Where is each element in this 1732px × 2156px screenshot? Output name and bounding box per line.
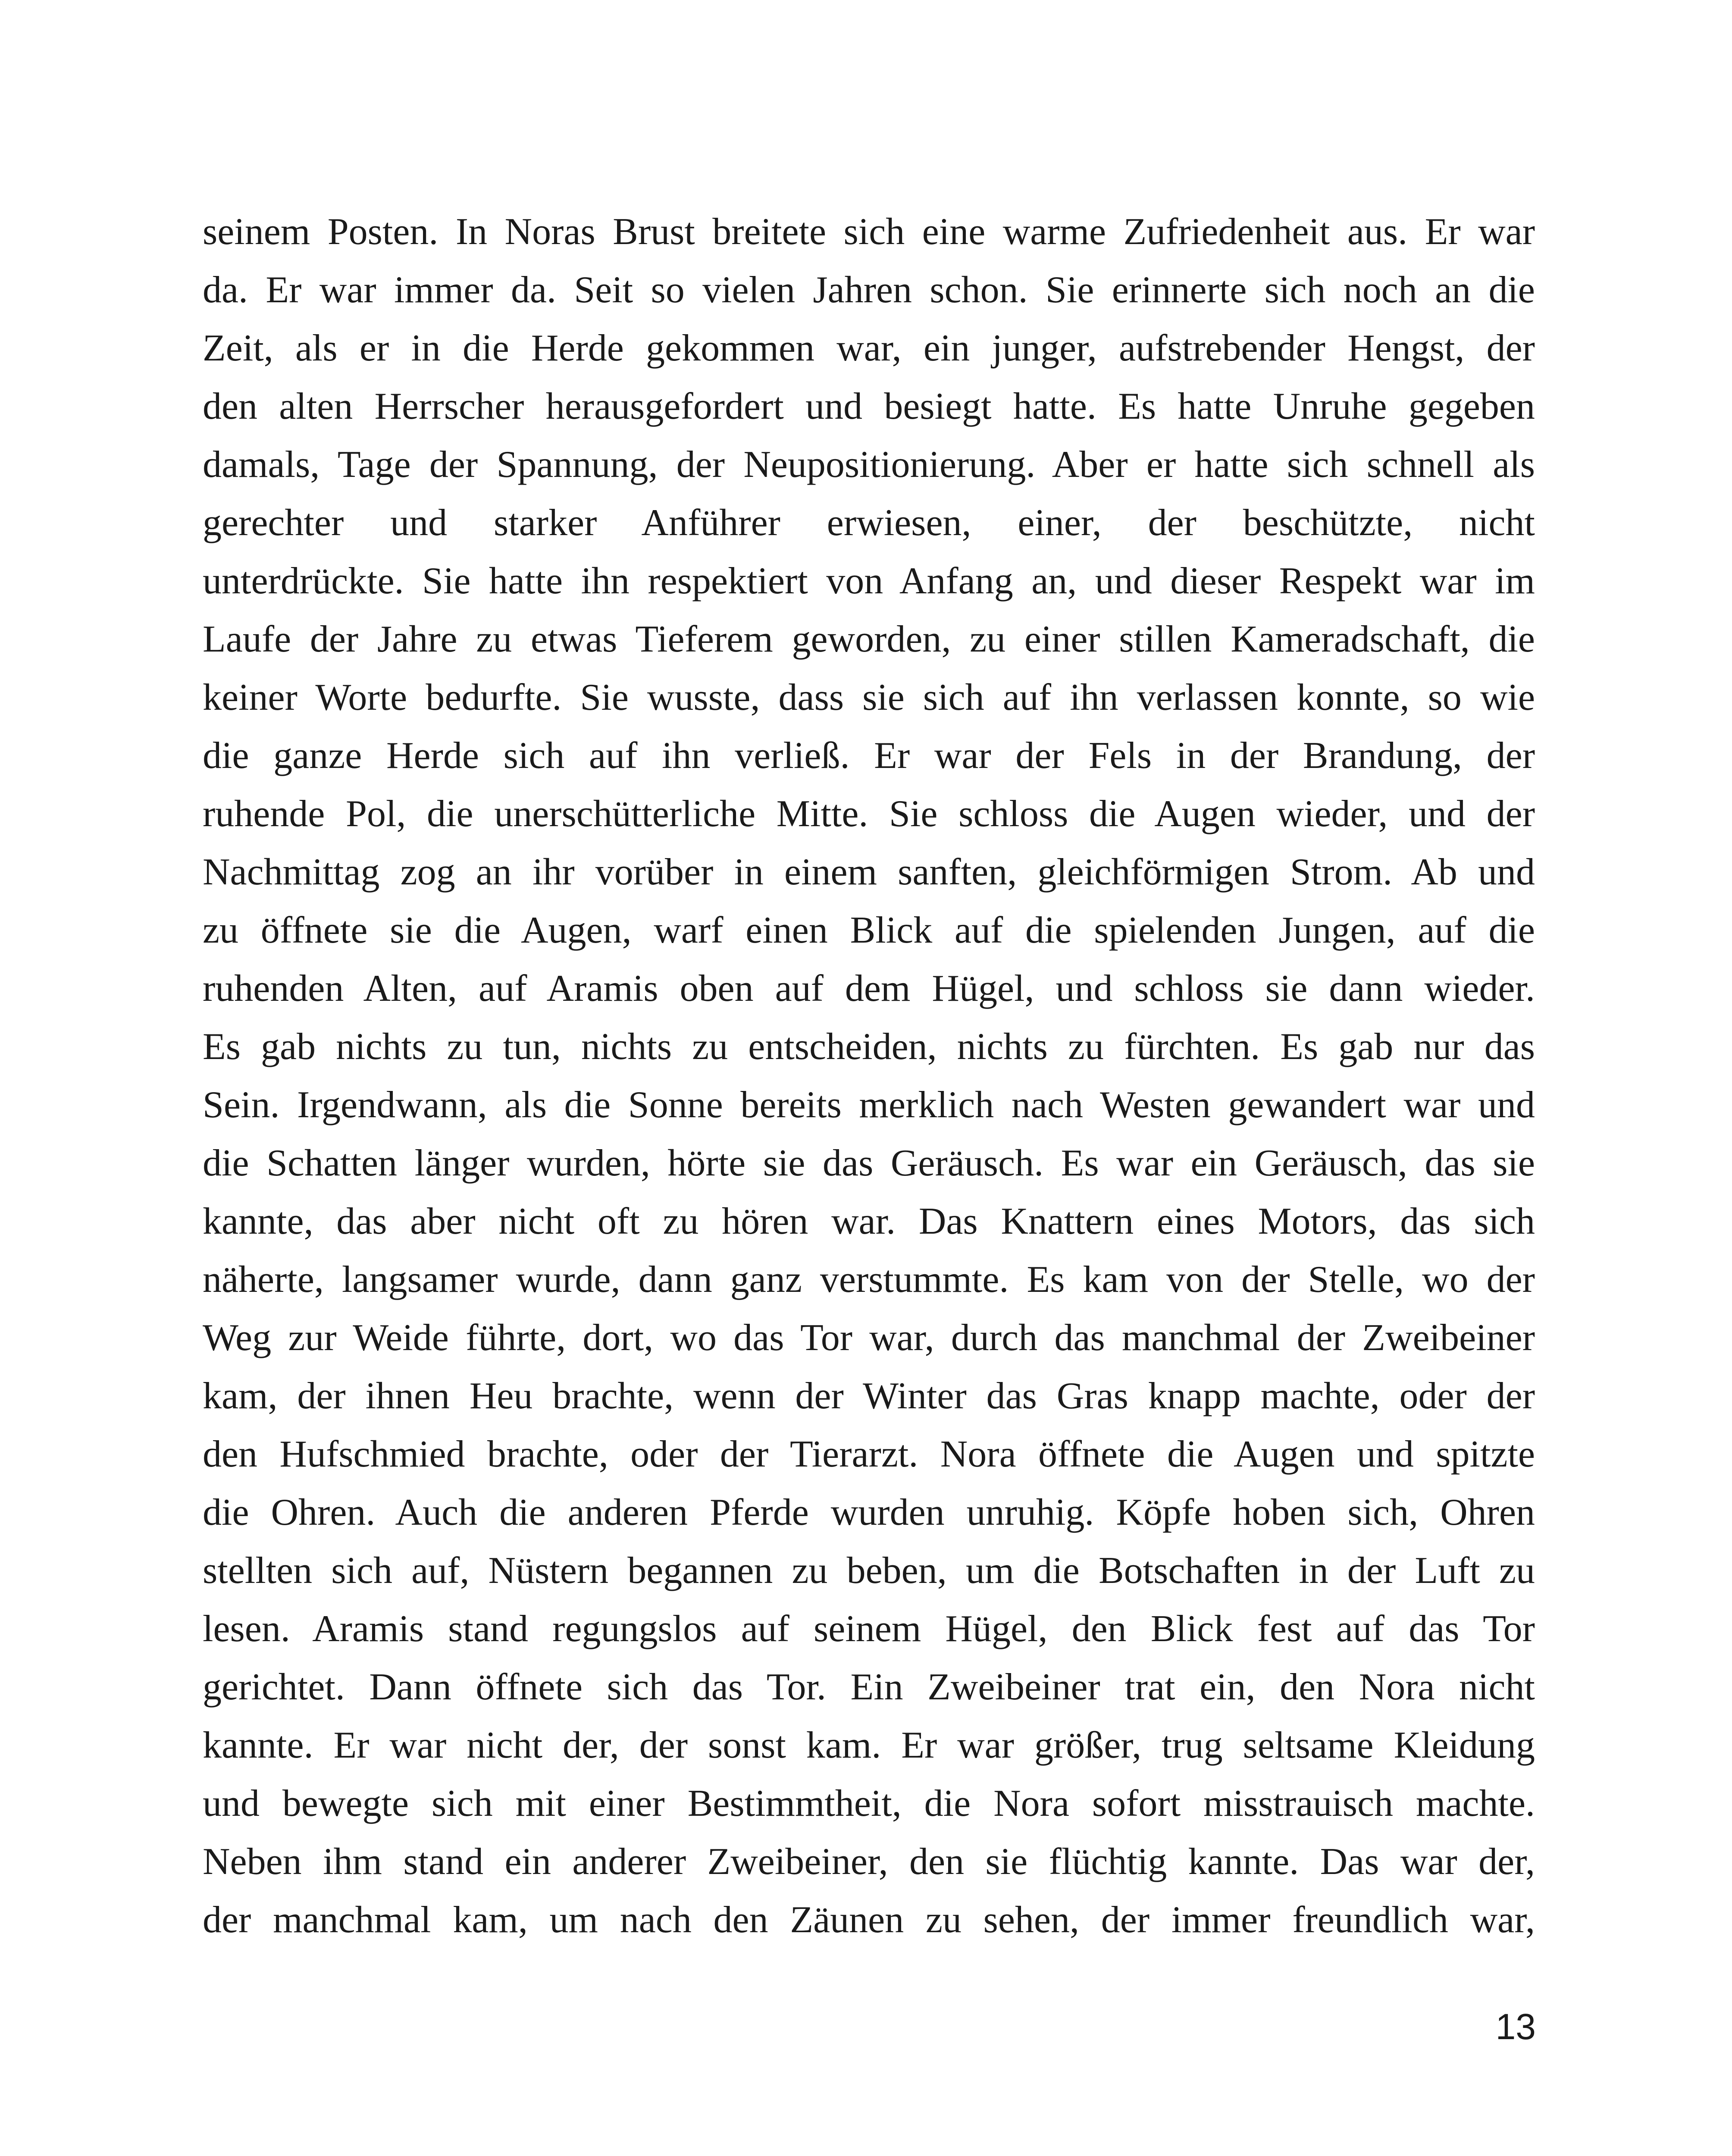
text-line: kannte. Er war nicht der, der sonst kam. Er war größer, trug seltsame Kleidung xyxy=(203,1724,1535,1766)
text-line: ruhende Pol, die unerschütterliche Mitte. Sie schloss die Augen wieder, und der xyxy=(203,793,1535,835)
text-line: den alten Herrscher herausgefordert und besiegt hatte. Es hatte Unruhe gegeben xyxy=(203,385,1535,427)
text-line: den Hufschmied brachte, oder der Tierarzt. Nora öffnete die Augen und spitzte xyxy=(203,1433,1535,1475)
text-line: Nachmittag zog an ihr vorüber in einem sanften, gleichförmigen Strom. Ab und xyxy=(203,851,1535,893)
text-line: damals, Tage der Spannung, der Neupositionierung. Aber er hatte sich schnell als xyxy=(203,444,1535,486)
text-line: kannte, das aber nicht oft zu hören war. Das Knattern eines Motors, das sich xyxy=(203,1200,1535,1242)
text-line: unterdrückte. Sie hatte ihn respektiert von Anfang an, und dieser Respekt war im xyxy=(203,560,1535,602)
text-line: gerichtet. Dann öffnete sich das Tor. Ein Zweibeiner trat ein, den Nora nicht xyxy=(203,1666,1535,1708)
text-line: zu öffnete sie die Augen, warf einen Blick auf die spielenden Jungen, auf die xyxy=(203,909,1535,951)
text-line: die Ohren. Auch die anderen Pferde wurden unruhig. Köpfe hoben sich, Ohren xyxy=(203,1492,1535,1533)
page-number: 13 xyxy=(1495,2006,1536,2047)
text-line: Es gab nichts zu tun, nichts zu entscheiden, nichts zu fürchten. Es gab nur das xyxy=(203,1026,1535,1068)
body-text xyxy=(203,203,1535,1949)
text-line: kam, der ihnen Heu brachte, wenn der Winter das Gras knapp machte, oder der xyxy=(203,1375,1535,1417)
text-line: Sein. Irgendwann, als die Sonne bereits merklich nach Westen gewandert war und xyxy=(203,1084,1535,1126)
text-line: Laufe der Jahre zu etwas Tieferem geworden, zu einer stillen Kameradschaft, die xyxy=(203,618,1535,660)
text-line: lesen. Aramis stand regungslos auf seinem Hügel, den Blick fest auf das Tor xyxy=(203,1608,1535,1650)
text-line: stellten sich auf, Nüstern begannen zu beben, um die Botschaften in der Luft zu xyxy=(203,1550,1535,1592)
text-line: keiner Worte bedurfte. Sie wusste, dass sie sich auf ihn verlassen konnte, so wie xyxy=(203,677,1535,718)
text-line: der manchmal kam, um nach den Zäunen zu sehen, der immer freundlich war, xyxy=(203,1899,1535,1941)
text-line: die ganze Herde sich auf ihn verließ. Er war der Fels in der Brandung, der xyxy=(203,735,1535,777)
text-line: Neben ihm stand ein anderer Zweibeiner, den sie flüchtig kannte. Das war der, xyxy=(203,1841,1535,1883)
text-line: näherte, langsamer wurde, dann ganz verstummte. Es kam von der Stelle, wo der xyxy=(203,1259,1535,1300)
text-line: gerechter und starker Anführer erwiesen, einer, der beschützte, nicht xyxy=(203,502,1535,544)
text-line: da. Er war immer da. Seit so vielen Jahren schon. Sie erinnerte sich noch an die xyxy=(203,269,1535,311)
text-line: die Schatten länger wurden, hörte sie das Geräusch. Es war ein Geräusch, das sie xyxy=(203,1142,1535,1184)
text-line: Weg zur Weide führte, dort, wo das Tor war, durch das manchmal der Zweibeiner xyxy=(203,1317,1535,1359)
text-line: und bewegte sich mit einer Bestimmtheit, die Nora sofort misstrauisch machte. xyxy=(203,1783,1535,1824)
text-line: seinem Posten. In Noras Brust breitete sich eine warme Zufriedenheit aus. Er war xyxy=(203,211,1535,253)
text-line: ruhenden Alten, auf Aramis oben auf dem Hügel, und schloss sie dann wieder. xyxy=(203,968,1535,1009)
text-line: Zeit, als er in die Herde gekommen war, ein junger, aufstrebender Hengst, der xyxy=(203,327,1535,369)
